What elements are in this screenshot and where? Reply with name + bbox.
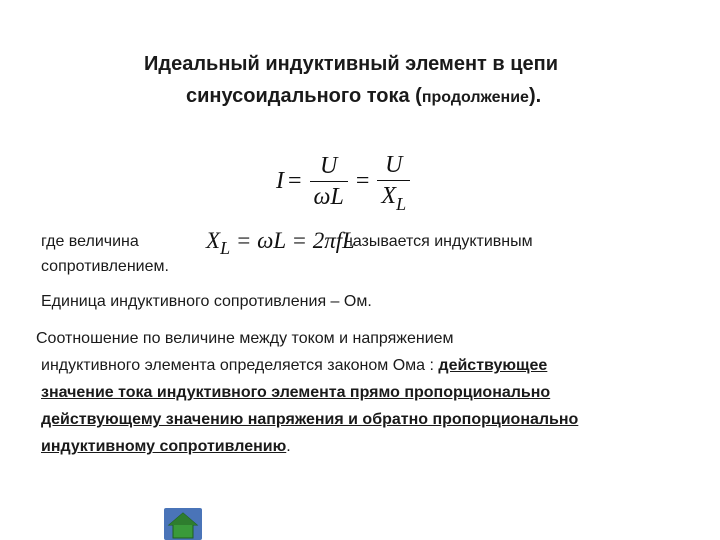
definition-suffix: называется индуктивным	[344, 233, 533, 250]
fraction-2-denominator	[377, 180, 410, 214]
formula-current: I	[276, 167, 284, 194]
paragraph-line-4: действующему значению напряжения и обратно пропорционально	[41, 411, 579, 428]
unit-statement: Единица индуктивного сопротивления – Ом.	[41, 293, 372, 310]
reactance-symbol: X	[381, 183, 397, 209]
home-icon	[164, 508, 202, 540]
definition-prefix: где величина	[41, 233, 139, 250]
paragraph-line-3: значение тока индуктивного элемента прямо пропорционально	[41, 384, 551, 401]
ohm-law-paragraph	[36, 325, 706, 460]
paragraph-line-1: Соотношение по величине между током и напряжением	[36, 330, 454, 347]
fraction-voltage-over-reactance	[377, 152, 410, 214]
ohm-law-formula	[276, 150, 414, 212]
paragraph-line-2	[36, 352, 706, 379]
fraction-2-numerator: U	[385, 152, 403, 178]
paragraph-line-2-text: индуктивного элемента определяется законом Ома :	[41, 357, 439, 374]
paragraph-line-2-emphasis: действующее	[438, 357, 548, 374]
paragraph-line-5-end: .	[286, 438, 291, 455]
title-line-2-text: синусоидального тока (	[186, 85, 422, 107]
reactance-formula-subscript: L	[220, 238, 231, 258]
reactance-formula-symbol: X	[206, 228, 221, 253]
title-line-1: Идеальный индуктивный элемент в цепи	[144, 53, 559, 75]
home-button[interactable]	[164, 508, 202, 540]
fraction-1-denominator: ωL	[310, 181, 348, 210]
fraction-1-numerator: U	[320, 152, 338, 179]
paragraph-line-5	[36, 433, 706, 460]
definition-line-2: сопротивлением.	[41, 258, 169, 275]
reactance-subscript: L	[396, 194, 407, 214]
reactance-formula-expression: = ωL = 2πfL	[230, 228, 355, 253]
formula-equals-1: =	[288, 167, 302, 194]
title-line-2-end: ).	[528, 85, 542, 107]
formula-equals-2: =	[355, 167, 370, 194]
title-continuation: продолжение	[421, 89, 529, 106]
reactance-formula	[206, 226, 355, 257]
title-line-2	[0, 80, 720, 114]
paragraph-line-5-emphasis: индуктивному сопротивлению	[41, 438, 287, 455]
slide-title	[0, 48, 720, 114]
fraction-voltage-over-omega-l	[310, 153, 348, 210]
